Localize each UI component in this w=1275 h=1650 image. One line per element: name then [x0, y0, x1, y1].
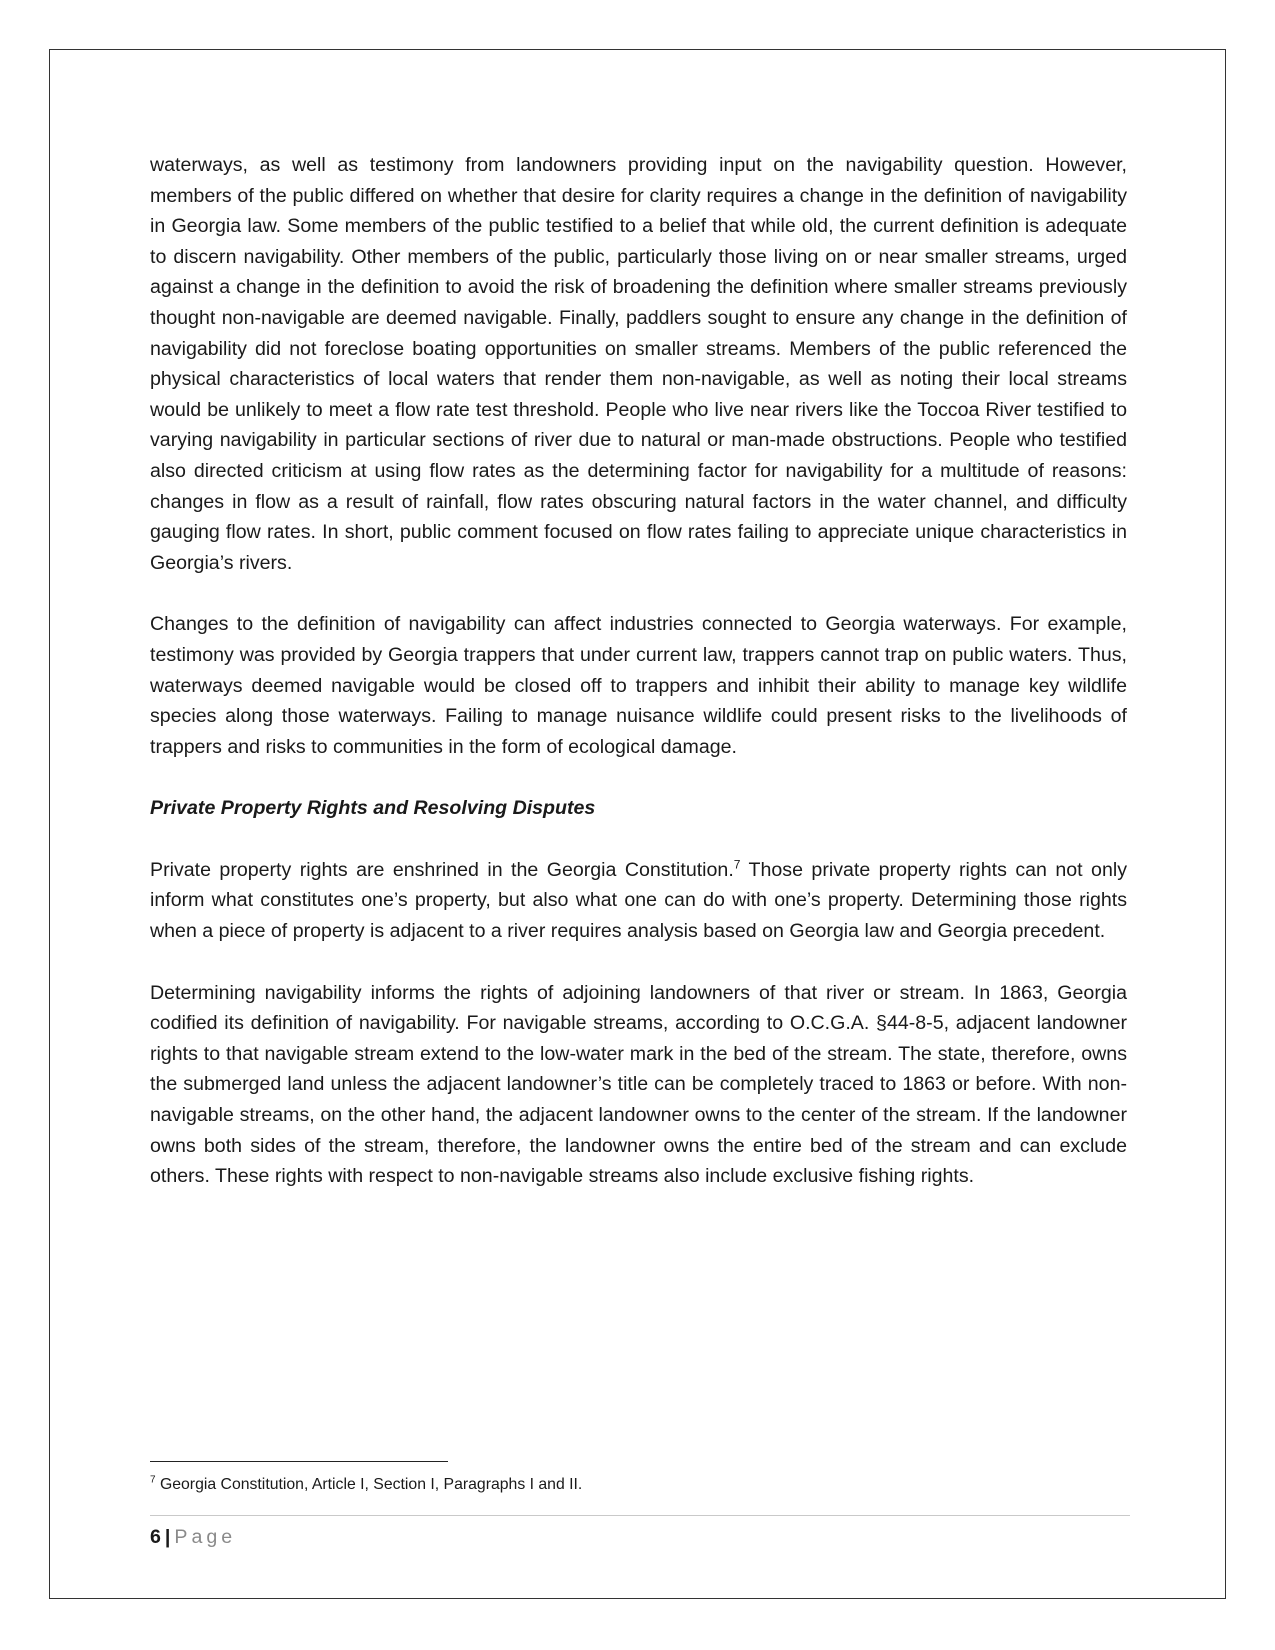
footnote-text: Georgia Constitution, Article I, Section I, Paragraphs I and II.	[155, 1476, 583, 1493]
footnote-marker: 7	[150, 1474, 156, 1486]
page-number: 6	[150, 1526, 161, 1548]
page-body	[150, 150, 1127, 1223]
body-paragraph-industries: Changes to the definition of navigability can affect industries connected to Georgia waterways. For example, testimony was provided by Georgia trappers that under current law, trappers cannot trap on public waters. Thus, waterways deemed navigable would be closed off to trappers and inhibit their ability to manage key wildlife species along those waterways. Failing to manage nuisance wildlife could present risks to the livelihoods of trappers and risks to communities in the form of ecological damage.	[150, 613, 1127, 758]
footer-divider	[150, 1515, 1130, 1516]
footnote-separator	[150, 1461, 448, 1462]
body-paragraph-property-rights	[150, 855, 1127, 947]
property-rights-text-end: Those private property rights can not only inform what constitutes one’s property, but also what one can do with one’s property. Determining those rights when a piece of property is adjacent to a river requires analysis based on Georgia law and Georgia precedent.	[150, 858, 1127, 943]
section-heading: Private Property Rights and Resolving Disputes	[150, 797, 596, 820]
page-separator: |	[164, 1526, 171, 1548]
property-rights-text-start: Private property rights are enshrined in the Georgia Constitution.	[150, 858, 734, 881]
body-paragraph-public-testimony: waterways, as well as testimony from landowners providing input on the navigability question. However, members of the public differed on whether that desire for clarity requires a change in the definition of navigability in Georgia law. Some members of the public testified to a belief that while old, the current definition is adequate to discern navigability. Other members of the public, particularly those living on or near smaller streams, urged against a change in the definition to avoid the risk of broadening the definition where smaller streams previously thought non-navigable are deemed navigable. Finally, paddlers sought to ensure any change in the definition of navigability did not foreclose boating opportunities on smaller streams. Members of the public referenced the physical characteristics of local waters that render them non-navigable, as well as noting their local streams would be unlikely to meet a flow rate test threshold. People who live near rivers like the Toccoa River testified to varying navigability in particular sections of river due to natural or man-made obstructions. People who testified also directed criticism at using flow rates as the determining factor for navigability for a multitude of reasons: changes in flow as a result of rainfall, flow rates obscuring natural factors in the water channel, and difficulty gauging flow rates. In short, public comment focused on flow rates failing to appreciate unique characteristics in Georgia’s rivers.	[150, 154, 1127, 574]
page-footer	[150, 1523, 236, 1551]
footnote-reference[interactable]: 7	[733, 857, 741, 872]
body-paragraph-navigability-rights: Determining navigability informs the rights of adjoining landowners of that river or stream. In 1863, Georgia codified its definition of navigability. For navigable streams, according to O.C.G.A. §44-8-5, adjacent landowner rights to that navigable stream extend to the low-water mark in the bed of the stream. The state, therefore, owns the submerged land unless the adjacent landowner’s title can be completely traced to 1863 or before. With non-navigable streams, on the other hand, the adjacent landowner owns to the center of the stream. If the landowner owns both sides of the stream, therefore, the landowner owns the entire bed of the stream and can exclude others. These rights with respect to non-navigable streams also include exclusive fishing rights.	[150, 981, 1127, 1188]
footnote	[150, 1474, 1127, 1496]
page-label: Page	[174, 1526, 237, 1548]
